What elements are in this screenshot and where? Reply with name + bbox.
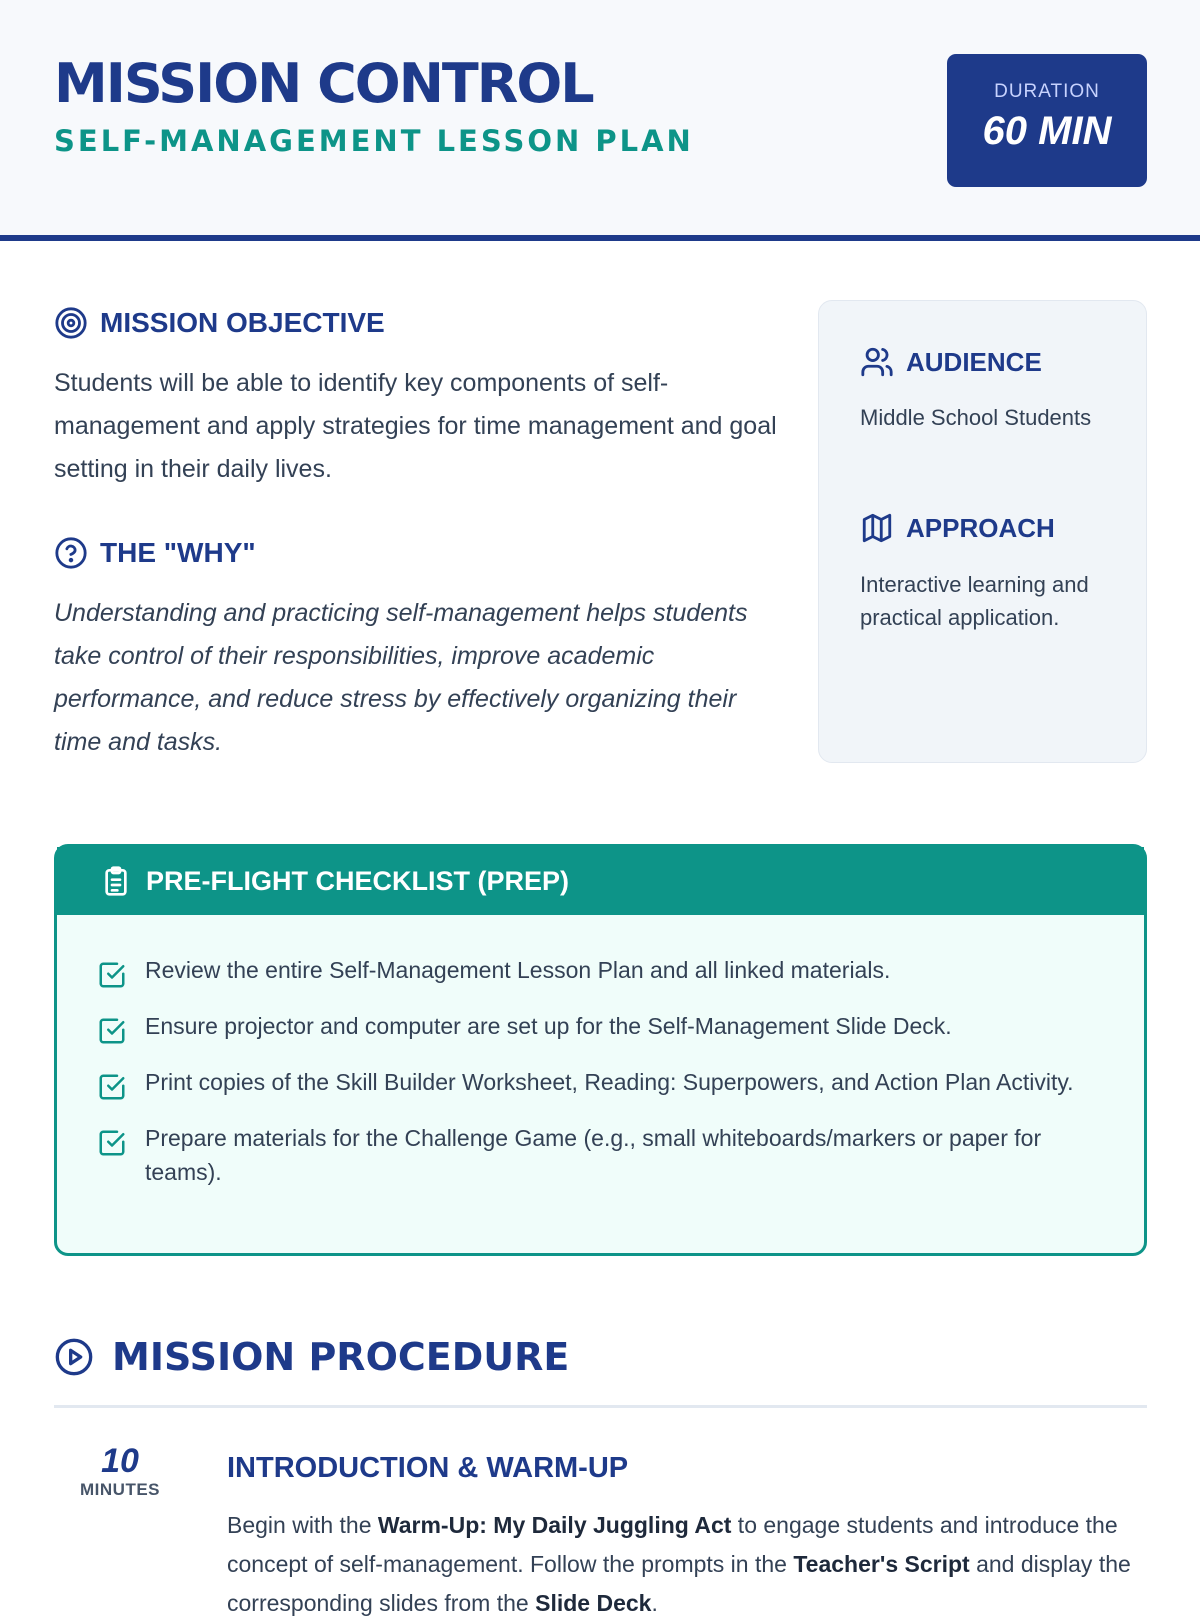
- procedure-heading-label: MISSION PROCEDURE: [112, 1335, 570, 1379]
- duration-label: DURATION: [994, 81, 1100, 102]
- warm-up-activity-name: Warm-Up: My Daily Juggling Act: [377, 1512, 732, 1538]
- help-circle-icon: [54, 536, 88, 570]
- audience-heading-label: AUDIENCE: [906, 346, 1042, 377]
- check-square-icon: [97, 960, 127, 990]
- step-minutes: 10: [101, 1442, 139, 1480]
- duration-value: 60 MIN: [982, 109, 1112, 153]
- users-icon: [860, 345, 894, 379]
- step-body-text: and display the corresponding slides from the: [227, 1551, 1131, 1616]
- step-body: [227, 1506, 1147, 1623]
- prep-item-text: Ensure projector and computer are set up for the Self-Management Slide Deck.: [145, 1013, 952, 1039]
- approach-heading-label: APPROACH: [906, 512, 1055, 543]
- divider: [54, 1405, 1147, 1408]
- list-item: [97, 953, 1084, 990]
- prep-item-text: Review the entire Self-Management Lesson Plan and all linked materials.: [145, 957, 891, 983]
- clipboard-icon: [100, 865, 132, 897]
- prep-heading: [57, 847, 1144, 915]
- step-minutes-unit: MINUTES: [80, 1480, 160, 1500]
- step-body-text: to engage students and introduce the concept of self-management. Follow the prompts in the: [227, 1512, 1118, 1577]
- audience-text: Middle School Students: [860, 405, 1092, 430]
- prep-list: [57, 915, 1144, 1189]
- step-duration: [60, 1443, 180, 1500]
- objective-heading: [54, 306, 385, 340]
- objective-heading-label: MISSION OBJECTIVE: [100, 307, 385, 338]
- audience-heading: [860, 345, 1042, 379]
- step-body-text: .: [651, 1590, 658, 1616]
- map-icon: [860, 511, 894, 545]
- check-square-icon: [97, 1072, 127, 1102]
- step-body-text: Begin with the: [227, 1512, 378, 1538]
- step-title: INTRODUCTION & WARM-UP: [227, 1452, 629, 1484]
- slide-deck-name: Slide Deck: [535, 1590, 652, 1616]
- prep-heading-label: PRE-FLIGHT CHECKLIST (PREP): [146, 865, 569, 896]
- prep-item-text: Print copies of the Skill Builder Worksheet, Reading: Superpowers, and Action Plan Activity.: [145, 1069, 1074, 1095]
- page-subtitle: SELF-MANAGEMENT LESSON PLAN: [54, 124, 694, 158]
- check-square-icon: [97, 1128, 127, 1158]
- objective-text: Students will be able to identify key components of self-management and apply strategies for time management and goal setting in their daily lives.: [54, 369, 777, 483]
- info-card: [818, 300, 1147, 763]
- page-header: [0, 0, 1200, 241]
- approach-heading: [860, 511, 1055, 545]
- teacher-script-name: Teacher's Script: [793, 1551, 970, 1577]
- play-circle-icon: [54, 1337, 94, 1377]
- target-icon: [54, 306, 88, 340]
- prep-item-text: Prepare materials for the Challenge Game (e.g., small whiteboards/markers or paper for teams).: [145, 1125, 1042, 1185]
- page-title: MISSION CONTROL: [54, 52, 593, 115]
- list-item: [97, 1065, 1084, 1102]
- check-square-icon: [97, 1016, 127, 1046]
- procedure-heading: [54, 1335, 569, 1379]
- why-heading-label: THE "WHY": [100, 537, 256, 568]
- approach-text: Interactive learning and practical application.: [860, 572, 1089, 630]
- why-heading: [54, 536, 256, 570]
- list-item: [97, 1009, 1084, 1046]
- duration-badge: [947, 54, 1147, 187]
- prep-checklist: [54, 844, 1147, 1256]
- why-text: Understanding and practicing self-management helps students take control of their responsibilities, improve academic performance, and reduce stress by effectively organizing their time and tasks.: [54, 599, 748, 756]
- list-item: [97, 1121, 1084, 1189]
